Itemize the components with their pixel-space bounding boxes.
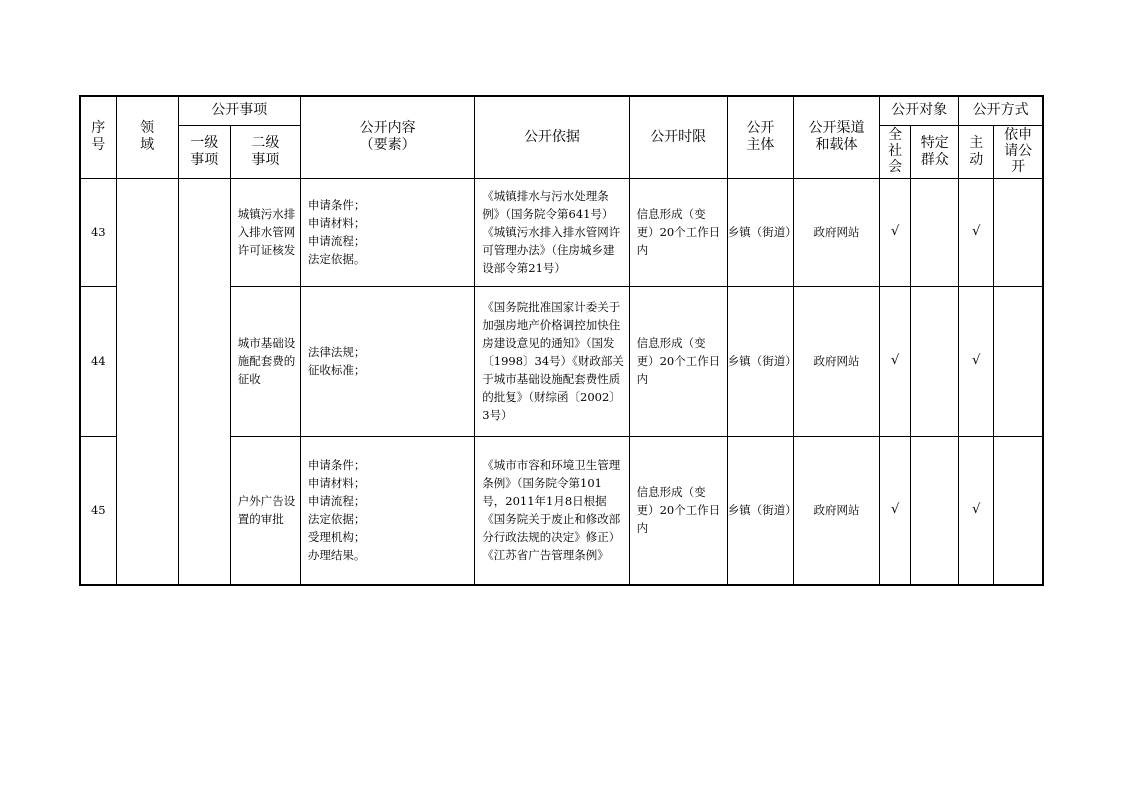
row-subject: 乡镇（街道） (727, 286, 793, 436)
row-basis: 《城镇排水与污水处理条例》（国务院令第641号）《城镇污水排入排水管网许可管理办法》（住房城乡建设部令第21号） (475, 178, 629, 286)
row-active: √ (959, 178, 994, 286)
row-active: √ (959, 286, 994, 436)
row-content: 法律法规； 征收标准； (300, 286, 474, 436)
row-level2: 城市基础设施配套费的征收 (230, 286, 300, 436)
row-seq: 43 (80, 178, 116, 286)
row-specific-groups (911, 178, 959, 286)
header-on-request-text: 依申请公开 (1004, 127, 1033, 175)
header-items: 公开事项 (178, 96, 300, 125)
header-channel: 公开渠道 和载体 (793, 96, 879, 178)
header-content: 公开内容 （要素） (300, 96, 474, 178)
row-time-limit: 信息形成（变更）20个工作日内 (629, 286, 727, 436)
header-basis: 公开依据 (475, 96, 629, 178)
row-time-limit: 信息形成（变更）20个工作日内 (629, 178, 727, 286)
row-specific-groups (911, 436, 959, 585)
row-subject: 乡镇（街道） (727, 436, 793, 585)
header-subject: 公开 主体 (727, 96, 793, 178)
header-specific-groups: 特定 群众 (911, 125, 959, 178)
header-all-society-text: 全社会 (888, 127, 903, 175)
row-content: 申请条件； 申请材料； 申请流程； 法定依据； 受理机构； 办理结果。 (300, 436, 474, 585)
header-domain: 领 域 (116, 96, 178, 178)
header-level2: 二级 事项 (230, 125, 300, 178)
row-content: 申请条件； 申请材料； 申请流程； 法定依据。 (300, 178, 474, 286)
row-basis: 《城市市容和环境卫生管理条例》（国务院令第101号，2011年1月8日根据《国务院关于废止和修改部分行政法规的决定》修正）《江苏省广告管理条例》 (475, 436, 629, 585)
domain-cell (116, 178, 178, 585)
disclosure-table (79, 95, 1044, 586)
row-active: √ (959, 436, 994, 585)
row-channel: 政府网站 (793, 286, 879, 436)
row-all-society: √ (880, 286, 911, 436)
header-all-society (880, 125, 911, 178)
header-audience: 公开对象 (880, 96, 959, 125)
row-on-request (994, 436, 1043, 585)
level1-cell (178, 178, 230, 585)
table-row (80, 178, 1043, 286)
header-row-1 (80, 96, 1043, 125)
row-all-society: √ (880, 178, 911, 286)
header-on-request (994, 125, 1043, 178)
header-active: 主 动 (959, 125, 994, 178)
row-subject: 乡镇（街道） (727, 178, 793, 286)
row-basis: 《国务院批准国家计委关于加强房地产价格调控加快住房建设意见的通知》（国发〔1998〕34号）《财政部关于城市基础设施配套费性质的批复》（财综函〔2002〕3号） (475, 286, 629, 436)
row-channel: 政府网站 (793, 436, 879, 585)
row-on-request (994, 178, 1043, 286)
row-all-society: √ (880, 436, 911, 585)
row-level2: 户外广告设置的审批 (230, 436, 300, 585)
header-level1: 一级 事项 (178, 125, 230, 178)
row-seq: 45 (80, 436, 116, 585)
row-on-request (994, 286, 1043, 436)
header-seq: 序 号 (80, 96, 116, 178)
header-time-limit: 公开时限 (629, 96, 727, 178)
row-time-limit: 信息形成（变更）20个工作日内 (629, 436, 727, 585)
row-level2: 城镇污水排入排水管网许可证核发 (230, 178, 300, 286)
row-seq: 44 (80, 286, 116, 436)
header-method: 公开方式 (959, 96, 1043, 125)
row-specific-groups (911, 286, 959, 436)
row-channel: 政府网站 (793, 178, 879, 286)
